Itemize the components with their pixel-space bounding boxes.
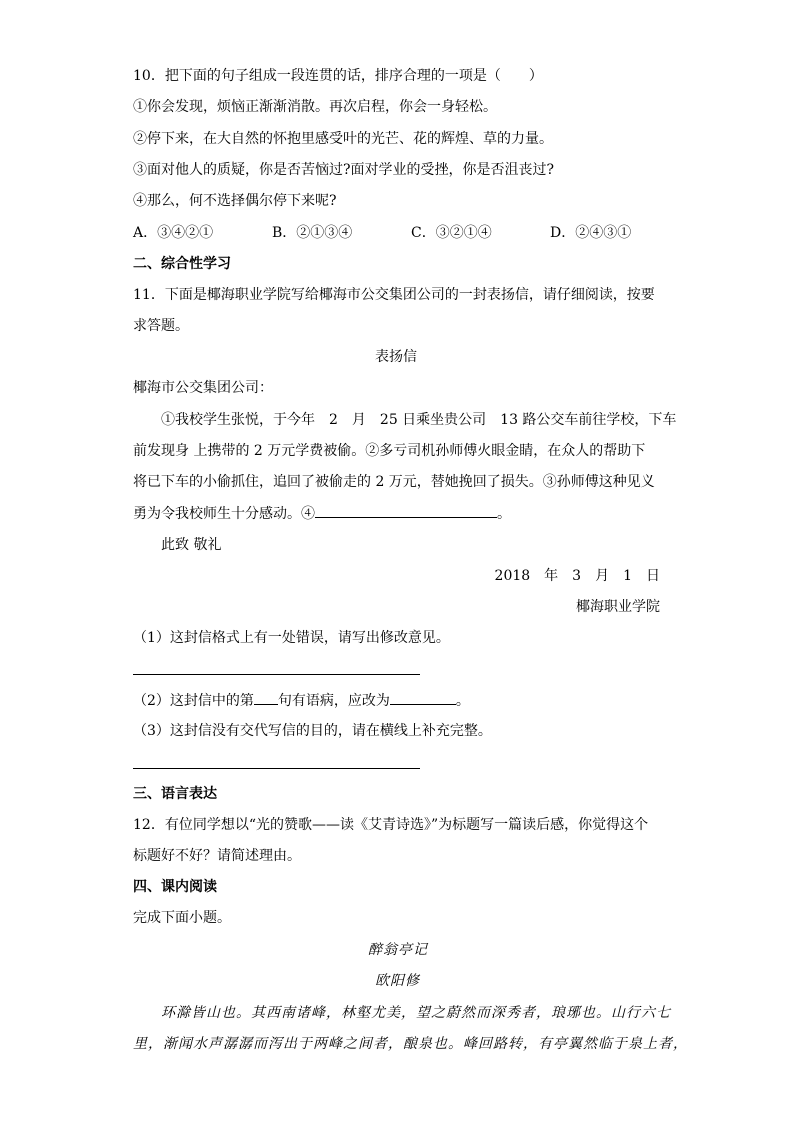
q11-sub2-text-a: （2）这封信中的第	[133, 693, 254, 709]
reading-instruction: 完成下面小题。	[133, 910, 231, 926]
q11-sub2-text-b: 句有语病，应改为	[277, 693, 390, 709]
q11-sub1: （1）这封信格式上有一处错误，请写出修改意见。	[133, 630, 450, 646]
letter-body-line3: 将已下车的小偷抓住，追回了被偷走的 2 万元，替她挽回了损失。③孙师傅这种见义	[133, 474, 655, 490]
q10-sentence-2: ②停下来，在大自然的怀抱里感受叶的光芒、花的辉煌、草的力量。	[133, 131, 553, 147]
q11-sub3: （3）这封信没有交代写信的目的，请在横线上补充完整。	[133, 723, 492, 739]
q10-sentence-1: ①你会发现，烦恼正渐渐消散。再次启程，你会一身轻松。	[133, 99, 497, 115]
purpose-blank[interactable]	[315, 503, 497, 518]
passage-title: 醉翁亭记	[368, 942, 428, 958]
answer-line-3[interactable]	[133, 768, 420, 769]
letter-body-line2: 前发现身 上携带的 2 万元学费被偷。②多亏司机孙师傅火眼金睛，在众人的帮助下	[133, 443, 646, 459]
letter-body-line1: ①我校学生张悦，于今年 2 月 25 日乘坐贵公司 13 路公交车前往学校，下车	[161, 412, 677, 428]
period: 。	[497, 506, 511, 522]
answer-line-1[interactable]	[133, 674, 420, 675]
option-a[interactable]: A．③④②①	[133, 225, 214, 241]
letter-body-line4-text: 勇为令我校师生十分感动。④	[133, 506, 315, 522]
letter-closing: 此致 敬礼	[161, 537, 222, 553]
q11-stem-line2: 求答题。	[133, 318, 189, 334]
section-heading-4: 四、课内阅读	[133, 879, 217, 895]
letter-body-line4	[133, 503, 511, 524]
letter-signature: 椰海职业学院	[576, 599, 660, 615]
letter-date: 2018 年 3 月 1 日	[494, 568, 660, 584]
q10-sentence-4: ④那么，何不选择偶尔停下来呢?	[133, 193, 337, 209]
sentence-number-blank[interactable]	[254, 690, 278, 705]
option-d[interactable]: D．②④③①	[550, 225, 632, 241]
q10-sentence-3: ③面对他人的质疑，你是否苦恼过?面对学业的受挫，你是否沮丧过?	[133, 162, 555, 178]
q12-line2: 标题好不好？请简述理由。	[133, 848, 301, 864]
q10-options	[133, 223, 631, 243]
letter-title: 表扬信	[375, 349, 417, 365]
section-heading-2: 二、综合性学习	[133, 256, 231, 272]
q11-stem-line1: 11．下面是椰海职业学院写给椰海市公交集团公司的一封表扬信，请仔细阅读，按要	[133, 287, 655, 303]
letter-salutation: 椰海市公交集团公司：	[133, 380, 273, 396]
q12-line1: 12．有位同学想以“光的赞歌——读《艾青诗选》”为标题写一篇读后感，你觉得这个	[133, 817, 649, 833]
option-b[interactable]: B．②①③④	[272, 225, 353, 241]
passage-line1: 环滁皆山也。其西南诸峰，林壑尤美，望之蔚然而深秀者，琅琊也。山行六七	[161, 1005, 671, 1021]
option-c[interactable]: C．③②①④	[411, 225, 492, 241]
correction-blank[interactable]	[390, 690, 456, 705]
passage-line2: 里，渐闻水声潺潺而泻出于两峰之间者，酿泉也。峰回路转，有亭翼然临于泉上者，	[133, 1036, 688, 1052]
q11-sub2-text-c: 。	[455, 693, 470, 709]
section-heading-3: 三、语言表达	[133, 786, 217, 802]
q10-stem: 10．把下面的句子组成一段连贯的话，排序合理的一项是（ ）	[133, 68, 543, 84]
passage-author: 欧阳修	[375, 973, 420, 989]
q11-sub2	[133, 690, 470, 711]
